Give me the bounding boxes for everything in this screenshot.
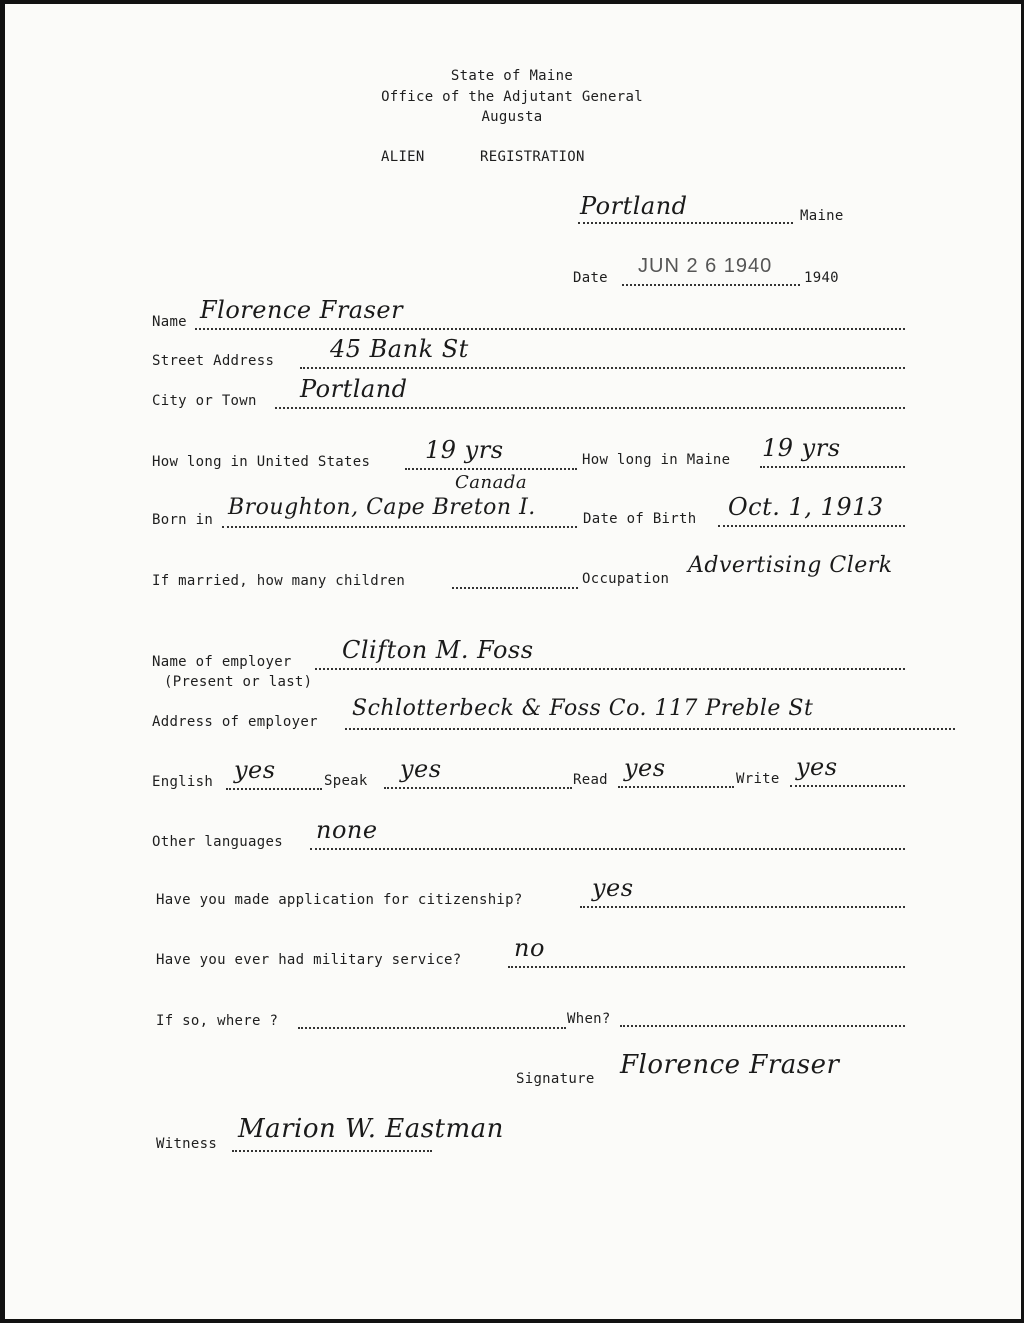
street-value: 45 Bank St (330, 335, 469, 363)
signature-value: Florence Fraser (620, 1050, 840, 1080)
witness-value: Marion W. Eastman (238, 1114, 504, 1144)
employer-address-label: Address of employer (152, 714, 318, 730)
form-title-alien: ALIEN (381, 149, 425, 165)
date-stamp: JUN 2 6 1940 (638, 255, 773, 277)
english-value: yes (234, 756, 276, 784)
employer-address-value: Schlotterbeck & Foss Co. 117 Preble St (352, 696, 814, 721)
children-line (452, 577, 578, 589)
write-label: Write (736, 771, 780, 787)
witness-label: Witness (156, 1136, 218, 1152)
citizenship-value: yes (592, 874, 634, 902)
form-title-registration: REGISTRATION (480, 149, 585, 165)
us-years-value: 19 yrs (425, 436, 504, 464)
date-year: 1940 (804, 270, 839, 286)
born-country: Canada (455, 472, 528, 493)
write-value: yes (796, 753, 838, 781)
english-label: English (152, 774, 214, 790)
name-label: Name (152, 314, 187, 330)
where-line (298, 1017, 566, 1029)
dob-value: Oct. 1, 1913 (728, 493, 884, 521)
employer-sublabel: (Present or last) (164, 674, 313, 690)
city-value: Portland (300, 375, 408, 403)
place-value: Portland (580, 192, 688, 220)
employer-label: Name of employer (152, 654, 292, 670)
street-label: Street Address (152, 353, 275, 369)
header-state: State of Maine (450, 68, 574, 84)
signature-label: Signature (516, 1071, 595, 1087)
header-office: Office of the Adjutant General (381, 89, 643, 105)
dob-label: Date of Birth (583, 511, 697, 527)
born-value: Broughton, Cape Breton I. (228, 495, 536, 520)
maine-years-value: 19 yrs (762, 434, 841, 462)
employer-value: Clifton M. Foss (342, 636, 534, 664)
citizenship-label: Have you made application for citizenship? (156, 892, 523, 908)
read-label: Read (573, 772, 608, 788)
when-label: When? (567, 1011, 611, 1027)
speak-value: yes (400, 755, 442, 783)
header-city: Augusta (481, 109, 543, 125)
name-value: Florence Fraser (200, 296, 404, 324)
where-label: If so, where ? (156, 1013, 279, 1029)
scan-border (0, 0, 5, 1323)
other-languages-label: Other languages (152, 834, 283, 850)
us-years-label: How long in United States (152, 454, 371, 470)
scan-border (0, 0, 1024, 4)
maine-years-label: How long in Maine (582, 452, 731, 468)
military-label: Have you ever had military service? (156, 952, 462, 968)
when-line (620, 1015, 905, 1027)
military-line (508, 956, 905, 968)
occupation-label: Occupation (582, 571, 670, 587)
speak-label: Speak (324, 773, 368, 789)
children-label: If married, how many children (152, 573, 406, 589)
born-label: Born in (152, 512, 214, 528)
city-label: City or Town (152, 393, 257, 409)
read-value: yes (624, 754, 666, 782)
military-value: no (514, 934, 545, 962)
occupation-value: Advertising Clerk (688, 553, 893, 578)
other-languages-line (310, 838, 905, 850)
scan-border (0, 1319, 1024, 1323)
other-languages-value: none (316, 816, 378, 844)
place-suffix: Maine (800, 208, 844, 224)
date-label: Date (573, 270, 608, 286)
